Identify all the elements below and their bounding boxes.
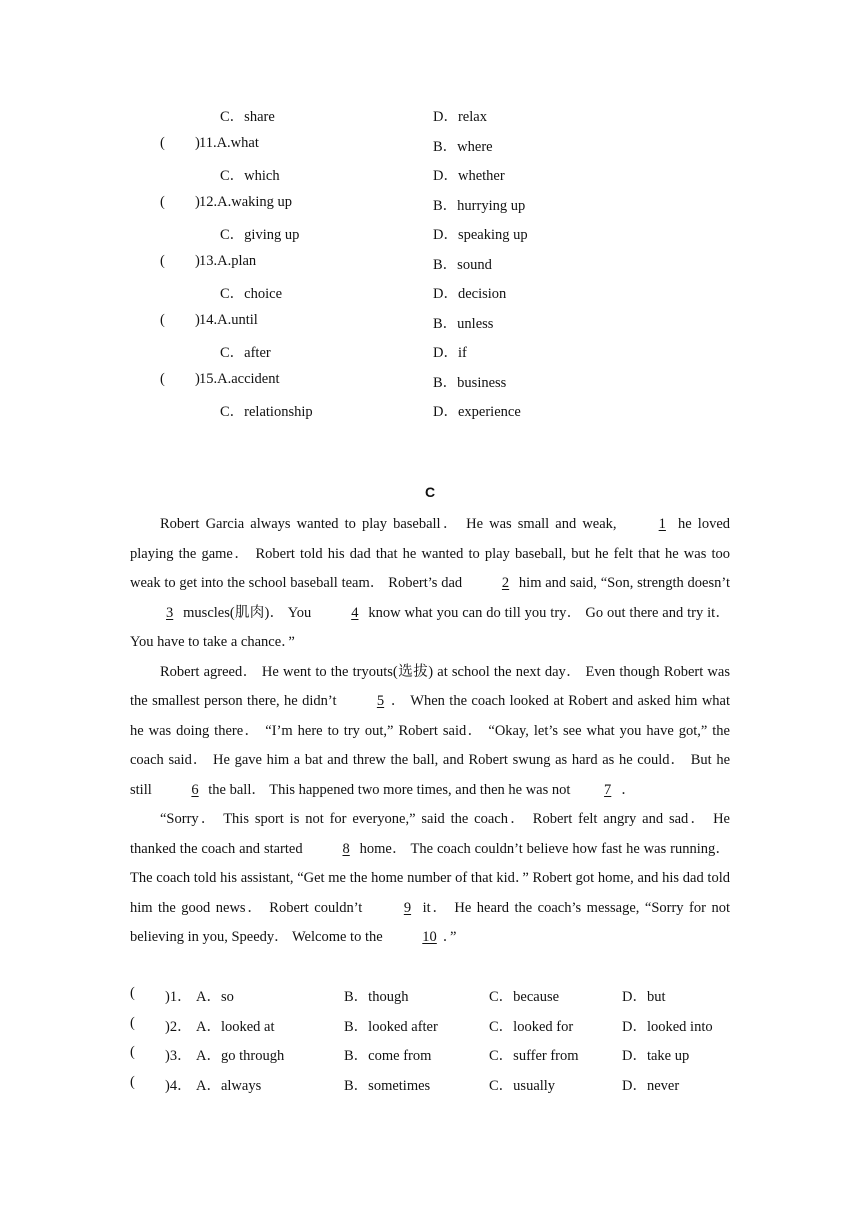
passage-text: ． When the coach looked at Robert and asked him what he was doing there． “I’m here to try out,” Robert said． “Okay, let’s see what you have got,” the coach said． He gave him a bat and threw the ball, and Robert swung as hard as he could． But he still (130, 693, 731, 798)
passage-text: him and said, “Son, strength doesn’t (515, 575, 730, 591)
option-d: D．take up (622, 1048, 690, 1064)
answer-paren-open: ( (160, 253, 165, 269)
passage-text: “Sorry． This sport is not for everyone,” said the coach． Robert felt angry and sad． He thanked the coach and started (130, 811, 730, 857)
question-row-14 (0, 312, 860, 332)
option-c: C．looked for (489, 1019, 574, 1035)
passage-paragraph-2 (130, 658, 730, 806)
question-row-4 (0, 1074, 860, 1094)
blank-9: 9 (403, 899, 412, 916)
answer-paren-open: ( (130, 985, 135, 1001)
option-a: 12.A.waking up (199, 194, 293, 210)
answer-paren-close: ) (195, 371, 200, 387)
option-b: B．hurrying up (433, 198, 526, 214)
option-c: C．giving up (220, 227, 300, 243)
option-a: A．go through (196, 1048, 285, 1064)
option-row (0, 223, 860, 243)
question-row-11 (0, 135, 860, 155)
blank-10: 10 (422, 929, 437, 945)
option-c: C．share (220, 109, 275, 125)
option-d: D．never (622, 1078, 680, 1094)
option-c: C．which (220, 168, 280, 184)
option-row (0, 282, 860, 302)
question-row-1 (0, 985, 860, 1005)
passage-text: he loved playing the game． Robert told his dad that he wanted to play baseball, but he felt that he was too weak to get into the school baseball team． Robert’s dad (130, 516, 731, 591)
cloze-passage (130, 510, 730, 953)
passage-text: Robert Garcia always wanted to play baseball． He was small and weak, (160, 516, 623, 532)
answer-paren-open: ( (130, 1015, 135, 1031)
option-b: B．business (433, 375, 507, 391)
blank-4: 4 (351, 604, 359, 621)
option-row (0, 400, 860, 420)
question-number: )4． (165, 1078, 192, 1094)
section-title: C (424, 484, 436, 500)
answer-paren-open: ( (160, 194, 165, 210)
blank-8: 8 (342, 840, 350, 857)
blank-6: 6 (191, 781, 199, 798)
passage-paragraph-3 (130, 805, 730, 953)
answer-paren-close: ) (195, 135, 200, 151)
option-b: B．looked after (344, 1019, 438, 1035)
option-a: A．always (196, 1078, 262, 1094)
blank-5: 5 (376, 693, 385, 709)
answer-paren-open: ( (160, 371, 165, 387)
passage-text: muscles(肌肉)． You (179, 604, 316, 621)
passage-text: Robert agreed． He went to the tryouts(选拔) at school the next day． Even though Robert was the smallest person there, he didn’t (130, 663, 730, 709)
option-a: A．looked at (196, 1019, 275, 1035)
passage-text: home． The coach couldn’t believe how fast he was running． The coach told his assistant, “Get me the home number of that kid．” Robert got home, and his dad told him the good news． Robert couldn’t (130, 840, 730, 916)
option-c: C．usually (489, 1078, 556, 1094)
passage-text: it． He heard the coach’s message, “Sorry for not believing in you, Speedy． Welcome to the (130, 899, 730, 945)
blank-3: 3 (166, 604, 174, 621)
answer-paren-open: ( (130, 1074, 135, 1090)
option-c: C．after (220, 345, 271, 361)
option-c: C．choice (220, 286, 283, 302)
option-a: 15.A.accident (199, 371, 280, 387)
blank-1: 1 (658, 516, 666, 532)
question-number: )2． (165, 1019, 192, 1035)
question-number: )1． (165, 989, 192, 1005)
answer-paren-open: ( (130, 1044, 135, 1060)
answer-paren-close: ) (195, 312, 200, 328)
option-b: B．where (433, 139, 493, 155)
question-row-12 (0, 194, 860, 214)
blank-7: 7 (604, 781, 612, 798)
answer-paren-open: ( (160, 135, 165, 151)
option-b: B．sometimes (344, 1078, 431, 1094)
option-b: B．sound (433, 257, 492, 273)
answer-paren-close: ) (195, 253, 200, 269)
answer-paren-close: ) (195, 194, 200, 210)
option-c: C．suffer from (489, 1048, 579, 1064)
option-b: B．though (344, 989, 409, 1005)
option-d: D．looked into (622, 1019, 713, 1035)
option-a: 11.A.what (199, 135, 259, 151)
option-d: D．decision (433, 286, 507, 302)
option-d: D．speaking up (433, 227, 528, 243)
option-a: 13.A.plan (199, 253, 257, 269)
option-a: A．so (196, 989, 234, 1005)
passage-paragraph-1 (130, 510, 730, 658)
passage-text: know what you can do till you try． Go out there and try it． You have to take a chance．” (130, 604, 730, 650)
option-d: D．but (622, 989, 666, 1005)
option-d: D．experience (433, 404, 521, 420)
passage-text: ．” (442, 929, 457, 945)
option-d: D．whether (433, 168, 505, 184)
answer-paren-open: ( (160, 312, 165, 328)
option-a: 14.A.until (199, 312, 258, 328)
blank-2: 2 (501, 575, 510, 591)
option-c: C．because (489, 989, 560, 1005)
question-row-13 (0, 253, 860, 273)
option-d: D．relax (433, 109, 487, 125)
question-row-3 (0, 1044, 860, 1064)
question-row-15 (0, 371, 860, 391)
question-number: )3． (165, 1048, 192, 1064)
option-d: D．if (433, 345, 467, 361)
passage-text: ． (621, 781, 636, 798)
option-c: C．relationship (220, 404, 313, 420)
option-row (0, 341, 860, 361)
passage-text: the ball． This happened two more times, and then he was not (204, 781, 575, 798)
option-b: B．unless (433, 316, 494, 332)
option-b: B．come from (344, 1048, 432, 1064)
option-row (0, 164, 860, 184)
option-row (0, 105, 860, 125)
question-row-2 (0, 1015, 860, 1035)
